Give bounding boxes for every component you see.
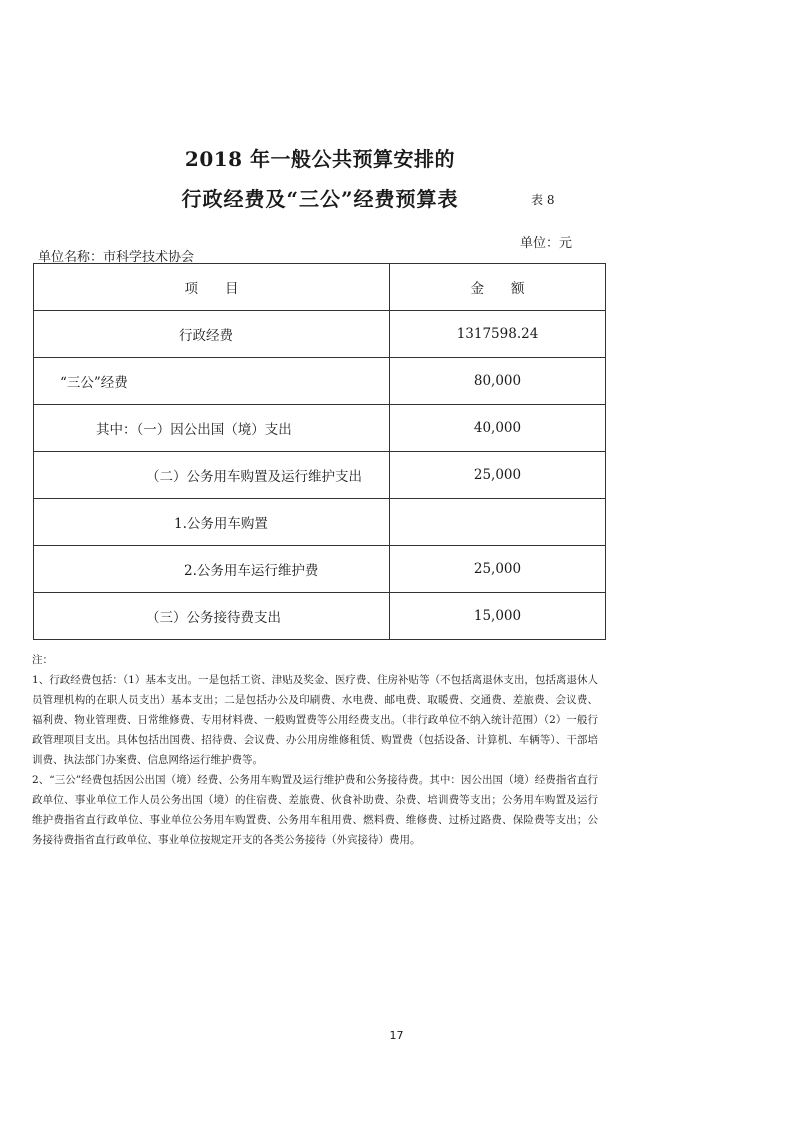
row-item-vehicle-maintenance: 2.公务用车运行维护费 — [34, 546, 390, 593]
table-number: 表 8 — [531, 193, 555, 207]
table-row — [34, 499, 606, 546]
page-number: 17 — [389, 1029, 404, 1042]
row-amount-vehicle-purchase — [390, 499, 606, 546]
table-row — [34, 311, 606, 358]
currency-unit: 单位：元 — [520, 236, 573, 251]
table-row — [34, 358, 606, 405]
row-amount-reception: 15,000 — [390, 593, 606, 640]
note-item: 1、行政经费包括：（1）基本支出。一是包括工资、津贴及奖金、医疗费、住房补贴等（不包括离退休支出，包括离退休人员管理机构的在职人员支出）基本支出；二是包括办公及印刷费、水电费、邮电费、取暖费、交通费、差旅费、会议费、福利费、物业管理费、日常维修费、专用材料费、一般购置费等公用经费支出。（非行政单位不纳入统计范围）（2）一般行政管理项目支出。具体包括出国费、招待费、会议费、办公用房维修租赁、购置费（包括设备、计算机、车辆等）、干部培训费、执法部门办案费、信息网络运行维护费等。 — [32, 674, 598, 766]
row-amount-overseas: 40,000 — [390, 405, 606, 452]
row-amount-three-public: 80,000 — [390, 358, 606, 405]
table-row — [34, 546, 606, 593]
note-item: 2、“三公”经费包括因公出国（境）经费、公务用车购置及运行维护费和公务接待费。其中：因公出国（境）经费指省直行政单位、事业单位工作人员公务出国（境）的住宿费、差旅费、伙食补助费、杂费、培训费等支出；公务用车购置及运行维护费指省直行政单位、事业单位公务用车购置费、公务用车租用费、燃料费、维修费、过桥过路费、保险费等支出；公务接待费指省直行政单位、事业单位按规定开支的各类公务接待（外宾接待）费用。 — [32, 774, 598, 846]
table-header-row — [34, 264, 606, 311]
column-header-amount: 金 额 — [390, 264, 606, 311]
title-line-1: 2018 年一般公共预算安排的 — [184, 147, 456, 171]
row-amount-vehicle-maintenance: 25,000 — [390, 546, 606, 593]
table-row — [34, 405, 606, 452]
notes-section — [32, 650, 598, 850]
budget-table — [33, 263, 606, 640]
row-item-vehicle: （二）公务用车购置及运行维护支出 — [34, 452, 390, 499]
row-item-three-public: “三公”经费 — [34, 358, 390, 405]
table-row — [34, 452, 606, 499]
row-item-overseas: 其中：（一）因公出国（境）支出 — [34, 405, 390, 452]
column-header-item: 项 目 — [34, 264, 390, 311]
row-amount-vehicle: 25,000 — [390, 452, 606, 499]
row-item-reception: （三）公务接待费支出 — [34, 593, 390, 640]
table-row — [34, 593, 606, 640]
notes-label: 注： — [32, 654, 53, 666]
title-line-2: 行政经费及“三公”经费预算表 — [181, 187, 459, 211]
row-item-vehicle-purchase: 1.公务用车购置 — [34, 499, 390, 546]
row-amount-admin-expense: 1317598.24 — [390, 311, 606, 358]
unit-name: 单位名称：市科学技术协会 — [38, 250, 195, 265]
row-item-admin-expense: 行政经费 — [34, 311, 390, 358]
